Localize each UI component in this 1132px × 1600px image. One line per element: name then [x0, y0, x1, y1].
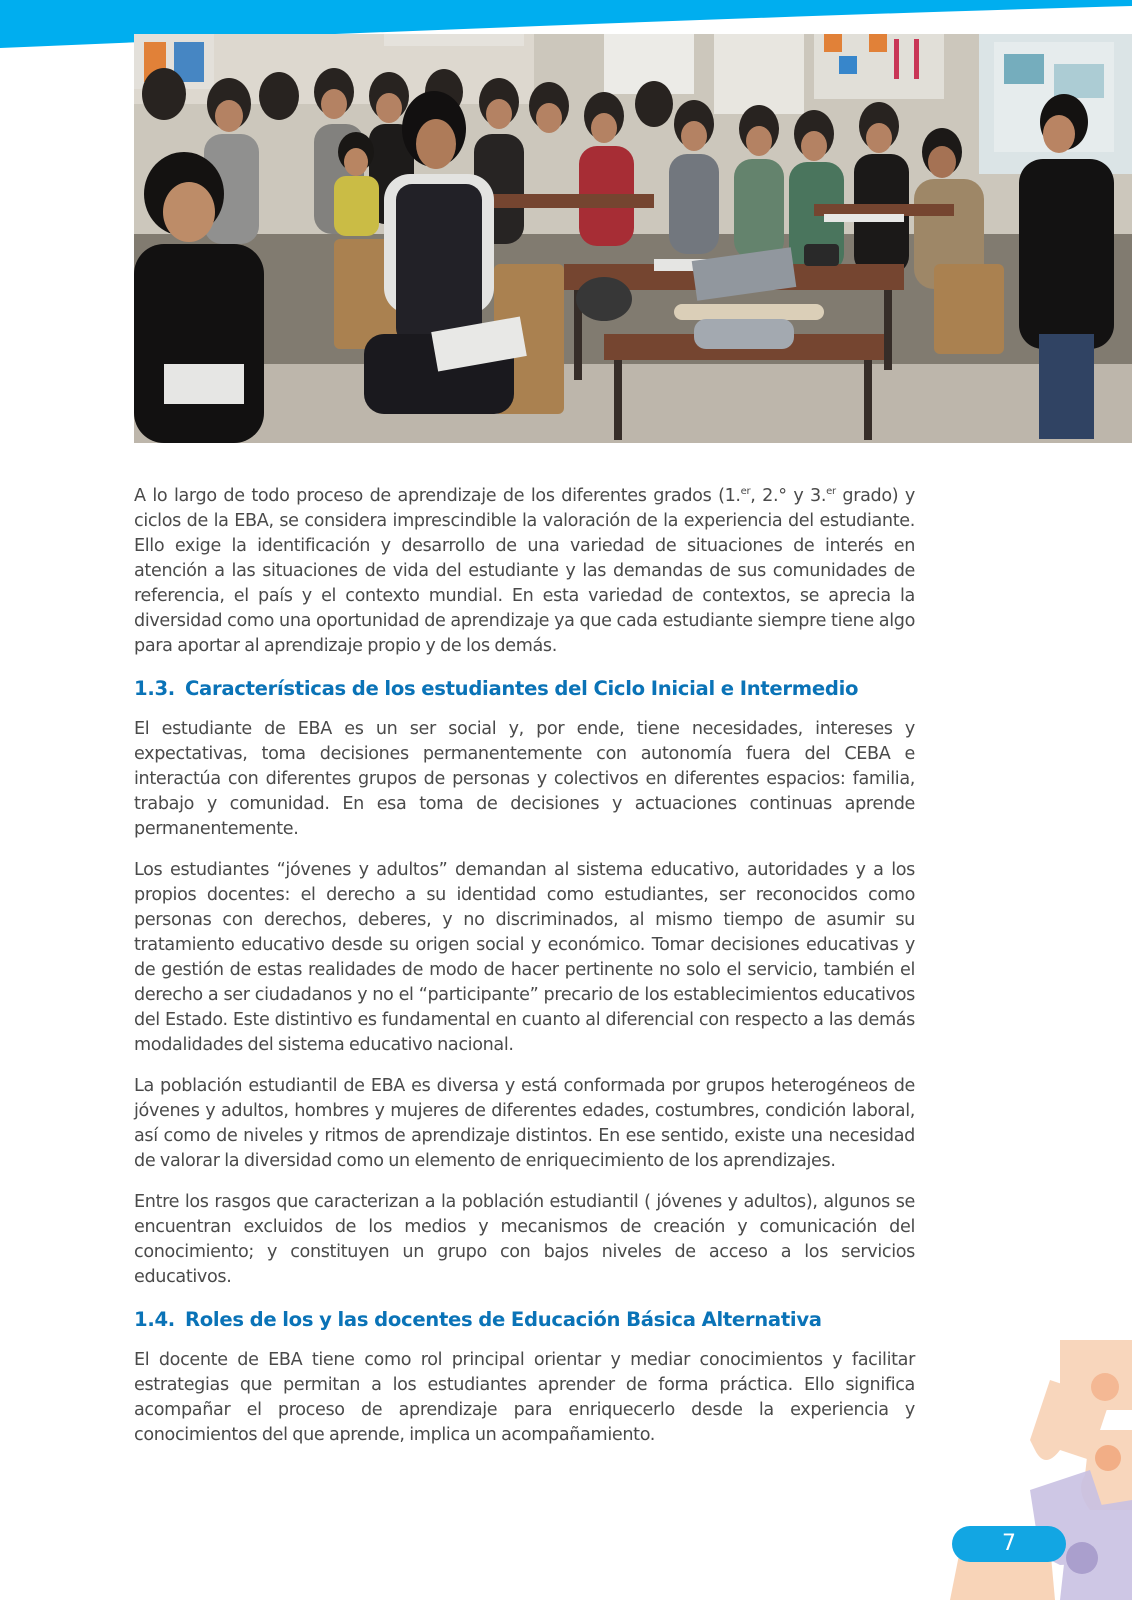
section-1-3-paragraph-4: Entre los rasgos que caracterizan a la población estudiantil ( jóvenes y adultos), algunos se encuentran excluidos de los medios y mecanismos de creación y comunicación del conocimiento; y constituyen un grupo con bajos niveles de acceso a los servicios educativos. [134, 1192, 915, 1287]
section-title: Características de los estudiantes del Ciclo Inicial e Intermedio [184, 677, 859, 700]
section-1-3-paragraph-2: Los estudiantes “jóvenes y adultos” demandan al sistema educativo, autoridades y a los propios docentes: el derecho a su identidad como estudiantes, ser reconocidos como personas con derechos, deberes, y no discriminados, al mismo tiempo de asumir su tratamiento educativo desde su origen social y económico. Tomar decisiones educativas y de gestión de estas realidades de modo de hacer pertinente no solo el servicio, también el derecho a ser ciudadanos y no el “participante” precario de los establecimientos educativos del Estado. Este distintivo es fundamental en cuanto al diferencial con respecto a las demás modalidades del sistema educativo nacional. [134, 860, 915, 1055]
intro-paragraph: A lo largo de todo proceso de aprendizaje de los diferentes grados (1.$^{er}$, 2.° y 3.$^{er}$ grado) y ciclos de la EBA, se considera imprescindible la valoración de la experiencia del estudiante. Ello exige la identificación y desarrollo de una variedad de situaciones de interés en atención a las situaciones de vida del estudiante y las demandas de sus comunidades de referencia, el país y el contexto mundial. En esta variedad de contextos, se aprecia la diversidad como una oportunidad de aprendizaje ya que cada estudiante siempre tiene algo para aportar al aprendizaje propio y de los demás. [134, 486, 915, 656]
page-number-badge [952, 1526, 1066, 1562]
section-number: 1.3. [134, 677, 175, 700]
section-1-4-paragraph-1: El docente de EBA tiene como rol principal orientar y mediar conocimientos y facilitar estrategias que permitan a los estudiantes aprender de forma práctica. Ello significa acompañar el proceso de aprendizaje para enriquecerlo desde la experiencia y conocimientos del que aprende, implica un acompañamiento. [134, 1350, 915, 1445]
section-number: 1.4. [134, 1308, 175, 1331]
section-heading-1-3 [134, 675, 915, 703]
photo-illustration [134, 34, 1132, 443]
section-1-3-paragraph-3: La población estudiantil de EBA es diversa y está conformada por grupos heterogéneos de jóvenes y adultos, hombres y mujeres de diferentes edades, costumbres, condición laboral, así como de niveles y ritmos de aprendizaje distintos. En ese sentido, existe una necesidad de valorar la diversidad como un elemento de enriquecimiento de los aprendizajes. [134, 1076, 915, 1171]
classroom-photo [134, 34, 1132, 443]
section-1-3-paragraph-1: El estudiante de EBA es un ser social y, por ende, tiene necesidades, intereses y expectativas, toma decisiones permanentemente con autonomía fuera del CEBA e interactúa con diferentes grupos de personas y colectivos en diferentes espacios: familia, trabajo y comunidad. En esa toma de decisiones y actuaciones continuas aprende permanentemente. [134, 719, 915, 839]
section-heading-1-4 [134, 1306, 915, 1334]
document-body [134, 484, 915, 1464]
section-title: Roles de los y las docentes de Educación Básica Alternativa [184, 1308, 822, 1331]
page-number: 7 [1002, 1531, 1016, 1556]
